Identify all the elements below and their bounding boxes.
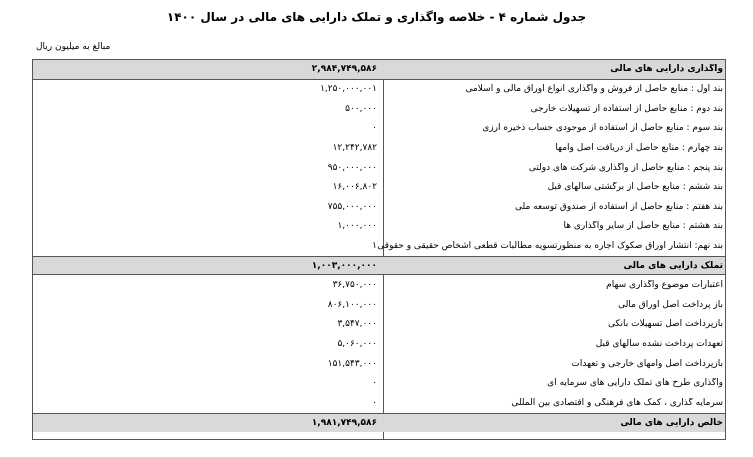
row-value: ۳۶,۷۵۰,۰۰۰	[332, 280, 377, 291]
row-value: ۱,۰۰۰,۰۰۰	[337, 221, 377, 232]
table-row	[33, 197, 725, 217]
table-row	[33, 315, 725, 335]
row-label: بند ششم : منابع حاصل از برگشتی سالهای قبل	[547, 182, 723, 193]
table-row	[33, 373, 725, 393]
row-value: ۸۰۶,۱۰۰,۰۰۰	[327, 299, 377, 310]
section-header-disposal	[33, 60, 725, 80]
table-row	[33, 99, 725, 119]
table-row	[33, 177, 725, 197]
section-header-value: ۱,۰۰۳,۰۰۰,۰۰۰	[311, 260, 377, 271]
row-value: ۱۶,۰۰۶,۸۰۲	[332, 182, 377, 193]
total-label: خالص دارایی های مالی	[620, 417, 723, 428]
total-row	[33, 413, 725, 433]
table-row	[33, 236, 725, 256]
table-row	[33, 80, 725, 100]
total-value: ۱,۹۸۱,۷۴۹,۵۸۶	[311, 417, 377, 428]
row-label: تعهدات پرداخت نشده سالهای قبل	[595, 338, 723, 349]
row-value: ۰	[372, 123, 377, 134]
row-label: سرمایه گذاری ، کمک های فرهنگی و اقتصادی بین المللی	[511, 397, 723, 408]
table-row	[33, 393, 725, 413]
table-row	[33, 119, 725, 139]
row-label: اعتبارات موضوع واگذاری سهام	[606, 280, 723, 291]
row-label: بازپرداخت اصل وامهای خارجی و تعهدات	[571, 358, 723, 369]
table-row	[33, 158, 725, 178]
table-row	[33, 217, 725, 237]
row-value: ۳,۵۴۷,۰۰۰	[337, 319, 377, 330]
row-label: واگذاری طرح های تملک دارایی های سرمایه ای	[547, 378, 723, 389]
row-value: ۱۲,۲۴۲,۷۸۲	[332, 143, 377, 154]
table-title: جدول شماره ۴ - خلاصه واگذاری و تملک دارایی های مالی در سال ۱۴۰۰	[166, 10, 587, 24]
table-row	[33, 354, 725, 374]
row-value: ۷۵۵,۰۰۰,۰۰۰	[327, 201, 377, 212]
row-value: ۹۵۰,۰۰۰,۰۰۰	[327, 162, 377, 173]
row-value: ۵,۰۶۰,۰۰۰	[337, 338, 377, 349]
section-header-value: ۲,۹۸۴,۷۴۹,۵۸۶	[311, 64, 377, 75]
section-header-label: تملک دارایی های مالی	[623, 260, 723, 271]
row-label: بند دوم : منابع حاصل از استفاده از تسهیلات خارجی	[530, 103, 723, 114]
row-value: ۵۰۰,۰۰۰	[345, 103, 377, 114]
row-value: ۱,۲۵۰,۰۰۰,۰۰۱	[320, 84, 377, 95]
row-value: ۰	[372, 378, 377, 389]
row-label: بند پنجم : منابع حاصل از واگذاری شرکت های دولتی	[528, 162, 723, 173]
row-label: بند هشتم : منابع حاصل از سایر واگذاری ها	[563, 221, 723, 232]
section-header-acquisition	[33, 256, 725, 276]
table-row	[33, 275, 725, 295]
row-value: ۰	[372, 397, 377, 408]
table-row	[33, 334, 725, 354]
table-row	[33, 138, 725, 158]
table-row	[33, 295, 725, 315]
row-value: ۱	[372, 241, 377, 252]
row-label: بند اول : منابع حاصل از فروش و واگذاری انواع اوراق مالی و اسلامی	[465, 84, 723, 95]
section-header-label: واگذاری دارایی های مالی	[610, 64, 723, 75]
row-label: بند سوم : منابع حاصل از استفاده از موجودی حساب ذخیره ارزی	[482, 123, 723, 134]
unit-note: مبالغ به میلیون ریال	[36, 42, 111, 52]
row-label: بند هفتم : منابع حاصل از استفاده از صندوق توسعه ملی	[515, 201, 723, 212]
row-label: بند نهم: انتشار اوراق صکوک اجاره به منظورتسویه مطالبات قطعی اشخاص حقیقی و حقوقی	[377, 241, 723, 252]
summary-table	[32, 59, 726, 440]
row-label: باز پرداخت اصل اوراق مالی	[618, 299, 723, 310]
row-label: بازپرداخت اصل تسهیلات بانکی	[608, 319, 723, 330]
row-value: ۱۵۱,۵۴۳,۰۰۰	[327, 358, 377, 369]
row-label: بند چهارم : منابع حاصل از دریافت اصل وامها	[555, 143, 723, 154]
